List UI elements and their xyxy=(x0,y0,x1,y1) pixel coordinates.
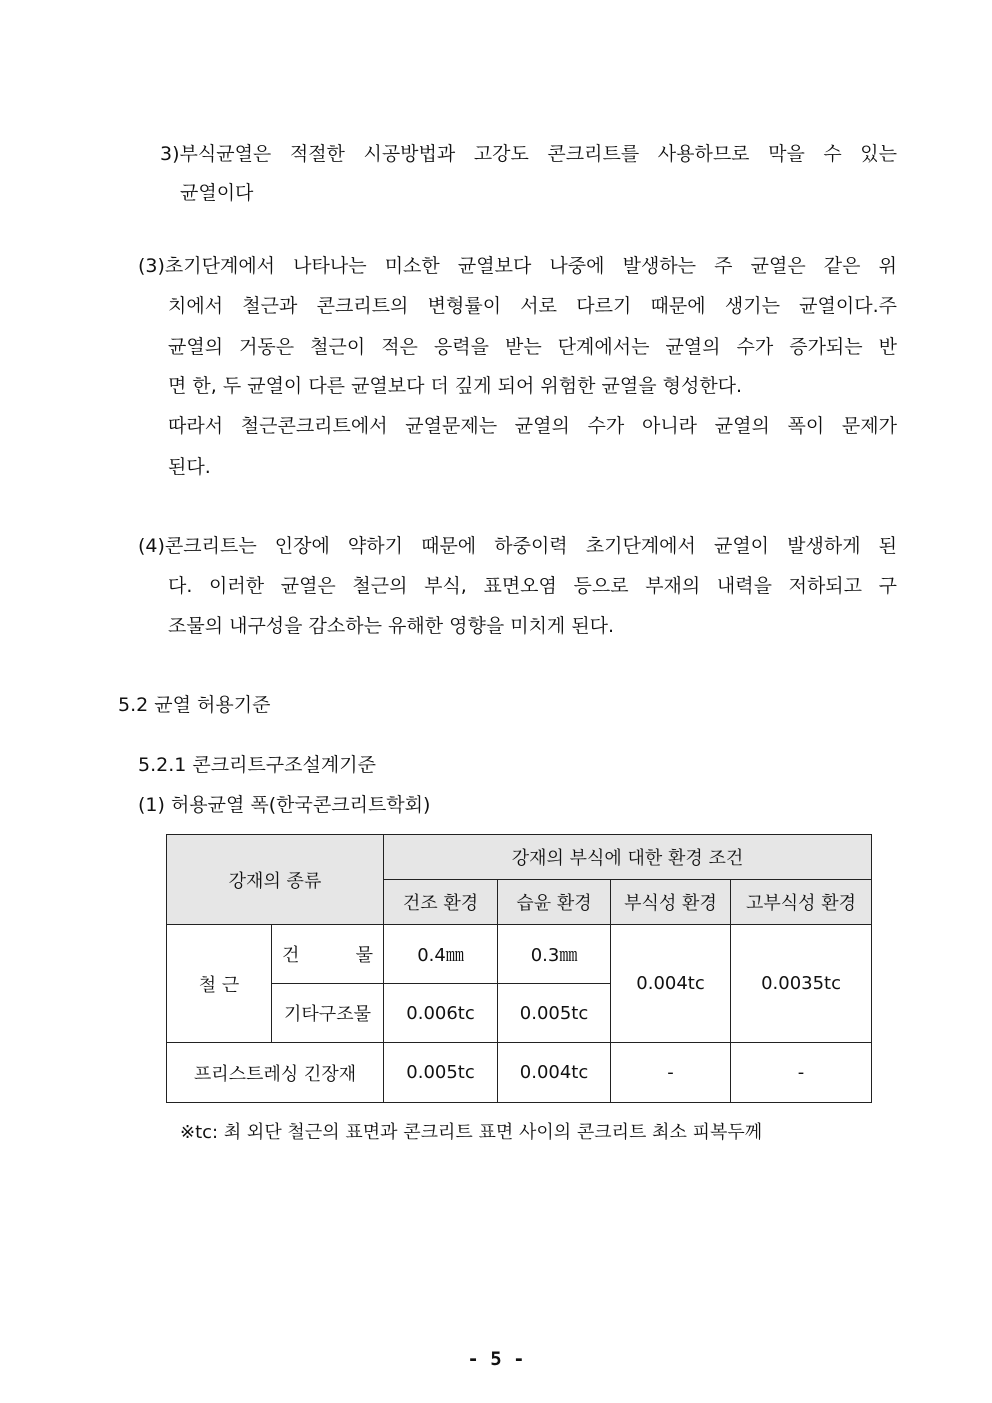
para4-line3: 조물의 내구성을 감소하는 유해한 영향을 미치게 된다. xyxy=(168,615,615,637)
building-label-a: 건 xyxy=(282,945,300,966)
para3-line2: 치에서 철근과 콘크리트의 변형률이 서로 다르기 때문에 생기는 균열이다.주 xyxy=(168,295,897,317)
header-wet: 습윤 환경 xyxy=(498,880,611,925)
other-structure-label: 기타구조물 xyxy=(272,984,384,1043)
building-label-b: 물 xyxy=(355,945,374,966)
page-number: - 5 - xyxy=(467,1348,525,1370)
para3-line6: 된다. xyxy=(168,456,211,478)
para-sub3-line2: 균열이다 xyxy=(180,182,254,204)
para3-line5: 따라서 철근콘크리트에서 균열문제는 균열의 수가 아니라 균열의 폭이 문제가 xyxy=(168,415,897,437)
para4-line2: 다. 이러한 균열은 철근의 부식, 표면오염 등으로 부재의 내력을 저하되고 구 xyxy=(168,575,897,597)
subsection-heading: 5.2.1 콘크리트구조설계기준 xyxy=(138,754,376,776)
prestress-label: 프리스트레싱 긴장재 xyxy=(167,1043,384,1103)
building-label xyxy=(272,925,384,984)
para3-line4: 면 한, 두 균열이 다른 균열보다 더 깊게 되어 위험한 균열을 형성한다. xyxy=(168,375,743,397)
para-sub3-line1: 3)부식균열은 적절한 시공방법과 고강도 콘크리트를 사용하므로 막을 수 있는 xyxy=(160,143,897,165)
cell-building-dry: 0.4㎜ xyxy=(384,925,498,984)
cell-rebar-corrosive: 0.004tc xyxy=(611,925,731,1043)
cell-building-wet: 0.3㎜ xyxy=(498,925,611,984)
cell-prestress-dry: 0.005tc xyxy=(384,1043,498,1103)
cell-rebar-high-corrosive: 0.0035tc xyxy=(731,925,872,1043)
cell-other-wet: 0.005tc xyxy=(498,984,611,1043)
cell-prestress-high-corrosive: - xyxy=(731,1043,872,1103)
para4-line1: (4)콘크리트는 인장에 약하기 때문에 하중이력 초기단계에서 균열이 발생하게 된 xyxy=(138,535,897,557)
para3-line1: (3)초기단계에서 나타나는 미소한 균열보다 나중에 발생하는 주 균열은 같은 위 xyxy=(138,255,897,277)
cell-other-dry: 0.006tc xyxy=(384,984,498,1043)
section-heading: 5.2 균열 허용기준 xyxy=(118,694,271,716)
table-note: ※tc: 최 외단 철근의 표면과 콘크리트 표면 사이의 콘크리트 최소 피복두께 xyxy=(180,1122,763,1143)
header-env-group: 강재의 부식에 대한 환경 조건 xyxy=(384,835,872,880)
header-dry: 건조 환경 xyxy=(384,880,498,925)
rebar-label: 철 근 xyxy=(167,925,272,1043)
header-corrosive: 부식성 환경 xyxy=(611,880,731,925)
header-high-corrosive: 고부식성 환경 xyxy=(731,880,872,925)
allowable-crack-width-table xyxy=(166,834,872,1103)
table-caption: (1) 허용균열 폭(한국콘크리트학회) xyxy=(138,794,431,816)
para3-line3: 균열의 거동은 철근이 적은 응력을 받는 단계에서는 균열의 수가 증가되는 반 xyxy=(168,336,897,358)
header-steel-type: 강재의 종류 xyxy=(167,835,384,925)
cell-prestress-corrosive: - xyxy=(611,1043,731,1103)
cell-prestress-wet: 0.004tc xyxy=(498,1043,611,1103)
